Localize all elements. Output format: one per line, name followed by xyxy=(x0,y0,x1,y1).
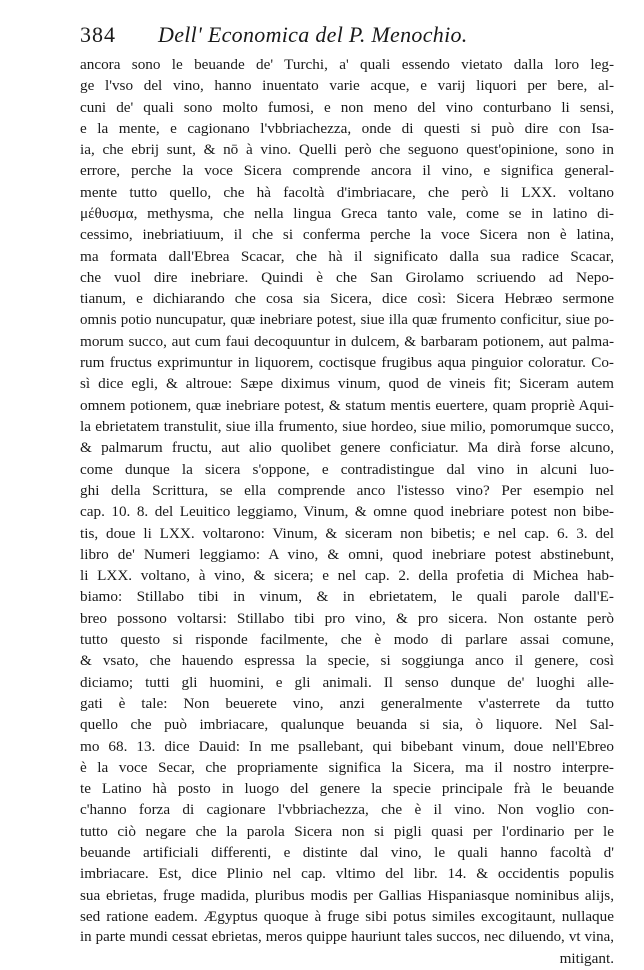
text-line: mo 68. 13. dice Dauid: In me psallebant, qui bibebant vinum, doue nell'Ebreo xyxy=(80,737,614,755)
page-number: 384 xyxy=(80,22,116,47)
text-line: & palmarum fructu, aut alio quolibet genere conficiatur. Ma dirà forse alcuno, xyxy=(80,439,614,457)
text-line: la ebrietatem transtulit, siue illa frumento, siue hordeo, siue milio, pomorumque succo, xyxy=(80,418,614,436)
text-line: tis, doue li LXX. voltarono: Vinum, & siceram non bibetis; e nel cap. 6. 3. del xyxy=(80,524,614,542)
text-line: sed ratione eadem. Ægyptus quoque à fruge sibi potus similes excogitaunt, nullaque xyxy=(80,907,614,925)
text-line: tutto ciò negare che la parola Sicera non si pigli quasi per l'ordinario per le xyxy=(80,822,614,840)
text-line: breo possono voltarsi: Stillabo tibi pro vino, & pro sicera. Non ostante però xyxy=(80,609,614,627)
text-line: libro de' Numeri leggiamo: A vino, & omni, quod inebriare potest abstinebunt, xyxy=(80,545,614,563)
text-line: è la voce Secar, che propriamente significa la Sicera, ma il nostro interpre- xyxy=(80,758,614,776)
text-line: biamo: Stillabo tibi in vinum, & in ebrietatem, le quali parole dall'E- xyxy=(80,588,614,606)
text-line: c'hanno forza di cagionare l'vbbriachezza, che è il vino. Non voglio con- xyxy=(80,801,614,819)
text-line: omnis potio nuncupatur, quæ inebriare potest, siue illa quæ frumento conficitur, siue po- xyxy=(80,311,614,328)
text-line: te Latino hà posto in luogo del genere la specie principale frà le beuande xyxy=(80,780,614,798)
text-line: li LXX. voltano, à vino, & sicera; e nel cap. 2. della profetia di Michea hab- xyxy=(80,567,614,585)
text-line: ge l'vso del vino, hanno inuentato varie acque, e varij liquori per bere, al- xyxy=(80,77,614,95)
text-line: che vuol dire inebriare. Quindi è che San Girolamo scriuendo ad Nepo- xyxy=(80,268,614,286)
body-text xyxy=(80,54,614,970)
text-line: & vsato, che hauendo espressa la specie, si soggiunga anco il genere, così xyxy=(80,652,614,670)
text-line: in parte mundi cessat ebrietas, meros quippe hauriunt tales succos, nec diluendo, vt vina, xyxy=(80,929,614,946)
text-line: tianum, e dichiarando che cosa sia Sicera, dice così: Sicera Hebræo sermone xyxy=(80,290,614,308)
text-line: ancora sono le beuande de' Turchi, a' quali essendo vietato dalla loro leg- xyxy=(80,56,614,73)
text-line: e la mente, e cagionano l'vbbriachezza, onde di questi si può dire con Isa- xyxy=(80,119,614,137)
text-line: come dunque la sicera s'oppone, e contradistingue dal vino in alcuni luo- xyxy=(80,460,614,478)
text-line: cuni de' quali sono molto fumosi, e non meno del vino conturbano li sensi, xyxy=(80,98,614,116)
text-line: mente tutto quello, che hà facoltà d'imbriacare, che però li LXX. voltano xyxy=(80,183,614,201)
text-line: ia, che ebrij sunt, & nō à vino. Quelli però che seguono quest'opinione, sono in xyxy=(80,141,614,159)
running-title: Dell' Economica del P. Menochio. xyxy=(158,22,468,47)
text-line: imbriacare. Est, dice Plinio nel cap. vltimo del libr. 14. & occidentis populis xyxy=(80,865,614,883)
text-line: diciamo; tutti gli huomini, e gli animali. Il senso dunque de' luoghi alle- xyxy=(80,673,614,691)
text-line: sua ebrietas, fruge madida, pluribus modis per Gallias Hispaniasque nominibus alijs, xyxy=(80,886,614,904)
text-line: rum fructus exprimuntur in liquorem, coctisque frugibus aqua pinguior coloratur. Co- xyxy=(80,354,614,372)
text-line: mitigant. xyxy=(559,950,614,968)
text-line: ghi della Scrittura, se ella comprende anco l'istesso vino? Per esempio nel xyxy=(80,481,614,499)
text-line: quello che può imbriacare, qualunque beuanda si sia, ò liquore. Nel Sal- xyxy=(80,716,614,734)
text-line: tutto questo si risponde facilmente, che è modo di parlare assai comune, xyxy=(80,631,614,649)
text-line: ma formata dall'Ebrea Scacar, che hà il significato dalla sua radice Scacar, xyxy=(80,247,614,265)
text-line: μέθυσμα, methysma, che nella lingua Greca tanto vale, come se in latino di- xyxy=(80,205,614,223)
text-line: sì dice egli, & altroue: Sæpe diximus vinum, quod de vineis fit; Siceram autem xyxy=(80,375,614,393)
text-line: omnem potionem, quæ inebriare potest, & statum mentis euertere, quam propriè Aqui- xyxy=(80,396,614,414)
text-line: beuande artificiali differenti, e distinte dal vino, le quali hanno facoltà d' xyxy=(80,843,614,861)
page-header xyxy=(80,22,614,52)
text-line: cap. 10. 8. del Leuitico leggiamo, Vinum, & omne quod inebriare potest non bibe- xyxy=(80,503,614,521)
text-line: morum succo, aut cum faui decoquuntur in dulcem, & barbaram potionem, aut palma- xyxy=(80,332,614,350)
text-line: errore, perche la voce Sicera comprende ancora il vino, e significa general- xyxy=(80,162,614,180)
text-line: cessimo, inebriatiuum, il che si conferma perche la voce Sicera non è latina, xyxy=(80,226,614,244)
text-line: gati è tale: Non beuerete vino, anzi generalmente v'asterrete da tutto xyxy=(80,694,614,712)
